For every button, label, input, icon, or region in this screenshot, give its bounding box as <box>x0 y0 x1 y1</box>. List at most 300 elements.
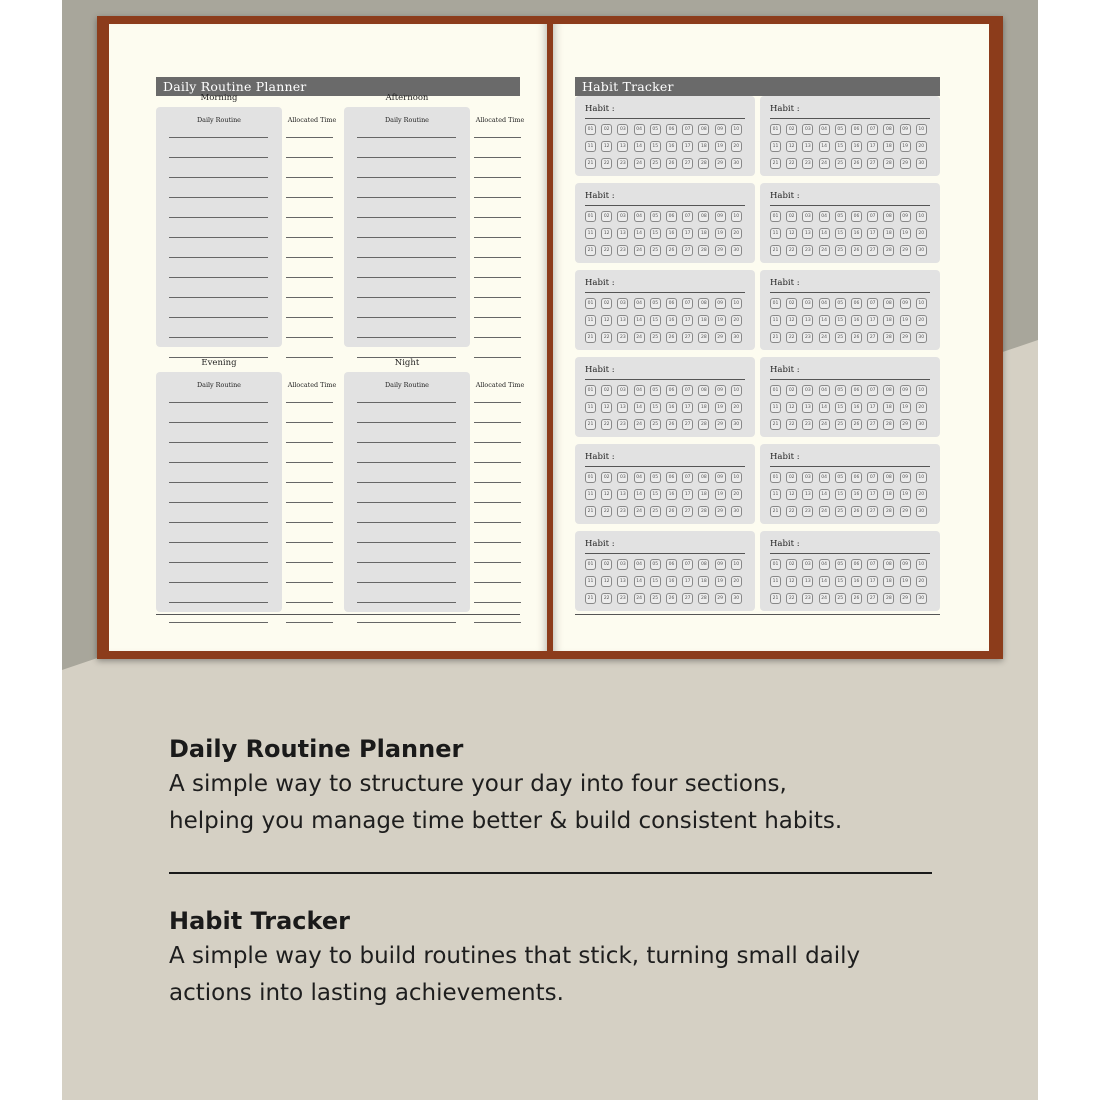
day-checkbox[interactable]: 23 <box>617 419 628 430</box>
day-checkbox[interactable]: 19 <box>900 228 911 239</box>
day-checkbox[interactable]: 10 <box>916 559 927 570</box>
day-checkbox[interactable]: 21 <box>585 419 596 430</box>
routine-line[interactable] <box>357 137 456 138</box>
day-checkbox[interactable]: 20 <box>731 402 742 413</box>
time-line[interactable] <box>474 462 521 463</box>
day-checkbox[interactable]: 12 <box>786 141 797 152</box>
day-checkbox[interactable]: 01 <box>770 385 781 396</box>
day-checkbox[interactable]: 18 <box>883 141 894 152</box>
day-checkbox[interactable]: 11 <box>585 141 596 152</box>
habit-name-line[interactable] <box>585 118 745 119</box>
day-checkbox[interactable]: 24 <box>634 245 645 256</box>
time-line[interactable] <box>474 177 521 178</box>
day-checkbox[interactable]: 05 <box>650 298 661 309</box>
day-checkbox[interactable]: 23 <box>617 158 628 169</box>
day-checkbox[interactable]: 19 <box>715 576 726 587</box>
day-checkbox[interactable]: 08 <box>883 559 894 570</box>
day-checkbox[interactable]: 12 <box>786 228 797 239</box>
day-checkbox[interactable]: 03 <box>617 124 628 135</box>
day-checkbox[interactable]: 16 <box>851 141 862 152</box>
habit-name-line[interactable] <box>770 118 930 119</box>
day-checkbox[interactable]: 02 <box>601 124 612 135</box>
day-checkbox[interactable]: 02 <box>601 385 612 396</box>
day-checkbox[interactable]: 18 <box>883 315 894 326</box>
day-checkbox[interactable]: 09 <box>900 298 911 309</box>
day-checkbox[interactable]: 08 <box>883 298 894 309</box>
time-line[interactable] <box>474 422 521 423</box>
day-checkbox[interactable]: 16 <box>666 402 677 413</box>
day-checkbox[interactable]: 06 <box>851 472 862 483</box>
day-checkbox[interactable]: 05 <box>835 298 846 309</box>
day-checkbox[interactable]: 23 <box>617 506 628 517</box>
day-checkbox[interactable]: 17 <box>682 576 693 587</box>
routine-line[interactable] <box>357 522 456 523</box>
day-checkbox[interactable]: 10 <box>916 385 927 396</box>
day-checkbox[interactable]: 07 <box>867 211 878 222</box>
day-checkbox[interactable]: 21 <box>585 245 596 256</box>
day-checkbox[interactable]: 26 <box>851 332 862 343</box>
day-checkbox[interactable]: 23 <box>802 158 813 169</box>
day-checkbox[interactable]: 13 <box>617 228 628 239</box>
day-checkbox[interactable]: 12 <box>786 315 797 326</box>
day-checkbox[interactable]: 20 <box>916 576 927 587</box>
day-checkbox[interactable]: 30 <box>731 245 742 256</box>
day-checkbox[interactable]: 03 <box>802 124 813 135</box>
day-checkbox[interactable]: 04 <box>634 211 645 222</box>
routine-line[interactable] <box>169 582 268 583</box>
day-checkbox[interactable]: 02 <box>601 298 612 309</box>
day-checkbox[interactable]: 24 <box>634 593 645 604</box>
day-checkbox[interactable]: 03 <box>617 385 628 396</box>
day-checkbox[interactable]: 17 <box>682 141 693 152</box>
day-checkbox[interactable]: 13 <box>617 141 628 152</box>
day-checkbox[interactable]: 01 <box>770 559 781 570</box>
day-checkbox[interactable]: 13 <box>617 576 628 587</box>
day-checkbox[interactable]: 13 <box>617 489 628 500</box>
day-checkbox[interactable]: 29 <box>715 593 726 604</box>
day-checkbox[interactable]: 23 <box>802 593 813 604</box>
routine-line[interactable] <box>357 197 456 198</box>
day-checkbox[interactable]: 06 <box>851 124 862 135</box>
day-checkbox[interactable]: 21 <box>770 506 781 517</box>
day-checkbox[interactable]: 08 <box>883 472 894 483</box>
day-checkbox[interactable]: 27 <box>867 506 878 517</box>
day-checkbox[interactable]: 27 <box>682 332 693 343</box>
routine-line[interactable] <box>169 422 268 423</box>
day-checkbox[interactable]: 10 <box>731 298 742 309</box>
day-checkbox[interactable]: 01 <box>770 211 781 222</box>
routine-line[interactable] <box>357 482 456 483</box>
time-line[interactable] <box>286 402 333 403</box>
day-checkbox[interactable]: 24 <box>819 245 830 256</box>
day-checkbox[interactable]: 16 <box>666 315 677 326</box>
day-checkbox[interactable]: 30 <box>916 419 927 430</box>
day-checkbox[interactable]: 09 <box>715 559 726 570</box>
day-checkbox[interactable]: 14 <box>819 228 830 239</box>
day-checkbox[interactable]: 27 <box>867 158 878 169</box>
time-line[interactable] <box>286 237 333 238</box>
routine-line[interactable] <box>169 602 268 603</box>
day-checkbox[interactable]: 06 <box>666 211 677 222</box>
day-checkbox[interactable]: 20 <box>916 141 927 152</box>
day-checkbox[interactable]: 17 <box>682 489 693 500</box>
day-checkbox[interactable]: 25 <box>650 245 661 256</box>
day-checkbox[interactable]: 22 <box>786 419 797 430</box>
day-checkbox[interactable]: 11 <box>585 489 596 500</box>
day-checkbox[interactable]: 11 <box>585 576 596 587</box>
day-checkbox[interactable]: 14 <box>634 402 645 413</box>
day-checkbox[interactable]: 09 <box>900 124 911 135</box>
time-line[interactable] <box>474 562 521 563</box>
day-checkbox[interactable]: 15 <box>650 489 661 500</box>
time-line[interactable] <box>286 442 333 443</box>
day-checkbox[interactable]: 25 <box>835 506 846 517</box>
day-checkbox[interactable]: 14 <box>634 228 645 239</box>
day-checkbox[interactable]: 01 <box>770 124 781 135</box>
routine-line[interactable] <box>357 277 456 278</box>
day-checkbox[interactable]: 07 <box>682 298 693 309</box>
day-checkbox[interactable]: 20 <box>731 228 742 239</box>
day-checkbox[interactable]: 09 <box>715 298 726 309</box>
day-checkbox[interactable]: 24 <box>819 158 830 169</box>
day-checkbox[interactable]: 02 <box>786 211 797 222</box>
routine-line[interactable] <box>357 582 456 583</box>
habit-name-line[interactable] <box>585 466 745 467</box>
day-checkbox[interactable]: 22 <box>786 158 797 169</box>
day-checkbox[interactable]: 09 <box>715 211 726 222</box>
day-checkbox[interactable]: 19 <box>715 402 726 413</box>
day-checkbox[interactable]: 07 <box>867 385 878 396</box>
routine-line[interactable] <box>169 297 268 298</box>
day-checkbox[interactable]: 19 <box>900 576 911 587</box>
day-checkbox[interactable]: 18 <box>883 489 894 500</box>
day-checkbox[interactable]: 07 <box>682 124 693 135</box>
day-checkbox[interactable]: 09 <box>900 472 911 483</box>
day-checkbox[interactable]: 24 <box>819 419 830 430</box>
day-checkbox[interactable]: 15 <box>650 402 661 413</box>
day-checkbox[interactable]: 10 <box>916 298 927 309</box>
day-checkbox[interactable]: 13 <box>802 576 813 587</box>
day-checkbox[interactable]: 04 <box>819 211 830 222</box>
day-checkbox[interactable]: 24 <box>634 332 645 343</box>
day-checkbox[interactable]: 12 <box>601 576 612 587</box>
time-line[interactable] <box>474 337 521 338</box>
routine-line[interactable] <box>357 157 456 158</box>
day-checkbox[interactable]: 12 <box>601 228 612 239</box>
day-checkbox[interactable]: 28 <box>883 506 894 517</box>
day-checkbox[interactable]: 22 <box>601 419 612 430</box>
day-checkbox[interactable]: 14 <box>634 315 645 326</box>
day-checkbox[interactable]: 11 <box>585 228 596 239</box>
day-checkbox[interactable]: 21 <box>770 419 781 430</box>
day-checkbox[interactable]: 24 <box>634 158 645 169</box>
day-checkbox[interactable]: 05 <box>650 385 661 396</box>
day-checkbox[interactable]: 21 <box>585 332 596 343</box>
routine-line[interactable] <box>169 157 268 158</box>
day-checkbox[interactable]: 29 <box>900 245 911 256</box>
day-checkbox[interactable]: 14 <box>819 576 830 587</box>
time-line[interactable] <box>286 217 333 218</box>
day-checkbox[interactable]: 11 <box>770 489 781 500</box>
day-checkbox[interactable]: 22 <box>786 332 797 343</box>
day-checkbox[interactable]: 03 <box>802 385 813 396</box>
habit-name-line[interactable] <box>585 205 745 206</box>
day-checkbox[interactable]: 10 <box>731 385 742 396</box>
day-checkbox[interactable]: 11 <box>770 315 781 326</box>
day-checkbox[interactable]: 09 <box>715 385 726 396</box>
day-checkbox[interactable]: 26 <box>666 158 677 169</box>
time-line[interactable] <box>286 622 333 623</box>
time-line[interactable] <box>286 157 333 158</box>
time-line[interactable] <box>474 197 521 198</box>
routine-line[interactable] <box>169 522 268 523</box>
day-checkbox[interactable]: 12 <box>786 489 797 500</box>
day-checkbox[interactable]: 20 <box>916 402 927 413</box>
routine-line[interactable] <box>169 482 268 483</box>
day-checkbox[interactable]: 04 <box>634 298 645 309</box>
day-checkbox[interactable]: 02 <box>786 298 797 309</box>
time-line[interactable] <box>474 442 521 443</box>
day-checkbox[interactable]: 04 <box>634 385 645 396</box>
day-checkbox[interactable]: 01 <box>585 124 596 135</box>
day-checkbox[interactable]: 06 <box>666 472 677 483</box>
day-checkbox[interactable]: 22 <box>601 245 612 256</box>
routine-line[interactable] <box>169 442 268 443</box>
routine-line[interactable] <box>357 542 456 543</box>
day-checkbox[interactable]: 21 <box>770 245 781 256</box>
routine-line[interactable] <box>169 277 268 278</box>
day-checkbox[interactable]: 17 <box>867 315 878 326</box>
day-checkbox[interactable]: 21 <box>770 593 781 604</box>
day-checkbox[interactable]: 08 <box>883 211 894 222</box>
time-line[interactable] <box>474 622 521 623</box>
day-checkbox[interactable]: 01 <box>770 472 781 483</box>
routine-line[interactable] <box>169 562 268 563</box>
routine-line[interactable] <box>169 542 268 543</box>
day-checkbox[interactable]: 01 <box>585 298 596 309</box>
day-checkbox[interactable]: 10 <box>731 211 742 222</box>
habit-name-line[interactable] <box>770 379 930 380</box>
day-checkbox[interactable]: 04 <box>819 559 830 570</box>
day-checkbox[interactable]: 19 <box>900 315 911 326</box>
routine-line[interactable] <box>357 337 456 338</box>
day-checkbox[interactable]: 28 <box>883 593 894 604</box>
day-checkbox[interactable]: 12 <box>786 402 797 413</box>
day-checkbox[interactable]: 26 <box>666 593 677 604</box>
day-checkbox[interactable]: 06 <box>851 211 862 222</box>
day-checkbox[interactable]: 20 <box>916 315 927 326</box>
day-checkbox[interactable]: 20 <box>731 489 742 500</box>
day-checkbox[interactable]: 08 <box>698 124 709 135</box>
day-checkbox[interactable]: 08 <box>698 211 709 222</box>
day-checkbox[interactable]: 24 <box>819 332 830 343</box>
day-checkbox[interactable]: 02 <box>786 472 797 483</box>
day-checkbox[interactable]: 28 <box>698 332 709 343</box>
day-checkbox[interactable]: 22 <box>786 245 797 256</box>
day-checkbox[interactable]: 06 <box>666 385 677 396</box>
day-checkbox[interactable]: 18 <box>698 402 709 413</box>
day-checkbox[interactable]: 14 <box>819 489 830 500</box>
day-checkbox[interactable]: 29 <box>715 158 726 169</box>
day-checkbox[interactable]: 30 <box>731 158 742 169</box>
day-checkbox[interactable]: 21 <box>770 332 781 343</box>
day-checkbox[interactable]: 09 <box>715 124 726 135</box>
day-checkbox[interactable]: 02 <box>601 559 612 570</box>
day-checkbox[interactable]: 18 <box>883 402 894 413</box>
habit-name-line[interactable] <box>585 379 745 380</box>
day-checkbox[interactable]: 30 <box>731 332 742 343</box>
day-checkbox[interactable]: 18 <box>698 228 709 239</box>
day-checkbox[interactable]: 15 <box>650 228 661 239</box>
day-checkbox[interactable]: 03 <box>802 298 813 309</box>
day-checkbox[interactable]: 27 <box>867 245 878 256</box>
time-line[interactable] <box>474 237 521 238</box>
habit-name-line[interactable] <box>585 292 745 293</box>
time-line[interactable] <box>474 297 521 298</box>
day-checkbox[interactable]: 03 <box>617 211 628 222</box>
routine-line[interactable] <box>169 622 268 623</box>
day-checkbox[interactable]: 05 <box>835 559 846 570</box>
day-checkbox[interactable]: 14 <box>634 576 645 587</box>
day-checkbox[interactable]: 20 <box>916 489 927 500</box>
day-checkbox[interactable]: 22 <box>601 332 612 343</box>
day-checkbox[interactable]: 25 <box>650 593 661 604</box>
habit-name-line[interactable] <box>585 553 745 554</box>
day-checkbox[interactable]: 20 <box>916 228 927 239</box>
day-checkbox[interactable]: 28 <box>698 506 709 517</box>
day-checkbox[interactable]: 11 <box>770 576 781 587</box>
day-checkbox[interactable]: 26 <box>666 419 677 430</box>
time-line[interactable] <box>474 317 521 318</box>
day-checkbox[interactable]: 10 <box>731 124 742 135</box>
day-checkbox[interactable]: 14 <box>819 141 830 152</box>
day-checkbox[interactable]: 07 <box>867 472 878 483</box>
habit-name-line[interactable] <box>770 553 930 554</box>
day-checkbox[interactable]: 29 <box>900 506 911 517</box>
day-checkbox[interactable]: 25 <box>835 593 846 604</box>
day-checkbox[interactable]: 12 <box>601 402 612 413</box>
day-checkbox[interactable]: 07 <box>682 385 693 396</box>
time-line[interactable] <box>474 217 521 218</box>
time-line[interactable] <box>474 402 521 403</box>
routine-line[interactable] <box>357 442 456 443</box>
day-checkbox[interactable]: 24 <box>634 419 645 430</box>
routine-line[interactable] <box>357 562 456 563</box>
routine-line[interactable] <box>169 217 268 218</box>
day-checkbox[interactable]: 20 <box>731 576 742 587</box>
day-checkbox[interactable]: 11 <box>585 315 596 326</box>
day-checkbox[interactable]: 02 <box>601 472 612 483</box>
day-checkbox[interactable]: 24 <box>634 506 645 517</box>
time-line[interactable] <box>474 482 521 483</box>
time-line[interactable] <box>286 522 333 523</box>
day-checkbox[interactable]: 03 <box>802 559 813 570</box>
day-checkbox[interactable]: 29 <box>900 419 911 430</box>
day-checkbox[interactable]: 13 <box>802 228 813 239</box>
routine-line[interactable] <box>357 177 456 178</box>
day-checkbox[interactable]: 25 <box>835 332 846 343</box>
day-checkbox[interactable]: 05 <box>835 472 846 483</box>
day-checkbox[interactable]: 07 <box>682 559 693 570</box>
day-checkbox[interactable]: 13 <box>802 141 813 152</box>
day-checkbox[interactable]: 03 <box>802 211 813 222</box>
day-checkbox[interactable]: 30 <box>731 419 742 430</box>
day-checkbox[interactable]: 08 <box>698 298 709 309</box>
day-checkbox[interactable]: 18 <box>698 315 709 326</box>
day-checkbox[interactable]: 16 <box>666 576 677 587</box>
day-checkbox[interactable]: 08 <box>883 124 894 135</box>
day-checkbox[interactable]: 27 <box>867 332 878 343</box>
day-checkbox[interactable]: 17 <box>867 489 878 500</box>
day-checkbox[interactable]: 30 <box>916 332 927 343</box>
routine-line[interactable] <box>357 402 456 403</box>
day-checkbox[interactable]: 30 <box>731 506 742 517</box>
day-checkbox[interactable]: 23 <box>617 245 628 256</box>
routine-line[interactable] <box>169 337 268 338</box>
day-checkbox[interactable]: 06 <box>666 298 677 309</box>
day-checkbox[interactable]: 30 <box>916 158 927 169</box>
routine-line[interactable] <box>357 257 456 258</box>
day-checkbox[interactable]: 17 <box>867 576 878 587</box>
day-checkbox[interactable]: 15 <box>835 141 846 152</box>
day-checkbox[interactable]: 16 <box>851 228 862 239</box>
day-checkbox[interactable]: 28 <box>698 419 709 430</box>
day-checkbox[interactable]: 19 <box>900 489 911 500</box>
day-checkbox[interactable]: 21 <box>585 506 596 517</box>
day-checkbox[interactable]: 28 <box>883 419 894 430</box>
day-checkbox[interactable]: 11 <box>770 402 781 413</box>
routine-line[interactable] <box>169 137 268 138</box>
day-checkbox[interactable]: 29 <box>715 245 726 256</box>
day-checkbox[interactable]: 17 <box>682 228 693 239</box>
time-line[interactable] <box>286 137 333 138</box>
day-checkbox[interactable]: 16 <box>851 576 862 587</box>
day-checkbox[interactable]: 19 <box>715 489 726 500</box>
time-line[interactable] <box>474 357 521 358</box>
routine-line[interactable] <box>169 177 268 178</box>
routine-line[interactable] <box>169 402 268 403</box>
day-checkbox[interactable]: 26 <box>666 332 677 343</box>
day-checkbox[interactable]: 10 <box>916 211 927 222</box>
day-checkbox[interactable]: 15 <box>835 489 846 500</box>
day-checkbox[interactable]: 25 <box>835 245 846 256</box>
routine-line[interactable] <box>357 317 456 318</box>
day-checkbox[interactable]: 28 <box>883 158 894 169</box>
day-checkbox[interactable]: 06 <box>666 559 677 570</box>
habit-name-line[interactable] <box>770 466 930 467</box>
day-checkbox[interactable]: 22 <box>601 158 612 169</box>
routine-line[interactable] <box>169 502 268 503</box>
day-checkbox[interactable]: 01 <box>585 211 596 222</box>
time-line[interactable] <box>286 177 333 178</box>
day-checkbox[interactable]: 11 <box>770 228 781 239</box>
day-checkbox[interactable]: 25 <box>650 332 661 343</box>
time-line[interactable] <box>286 462 333 463</box>
day-checkbox[interactable]: 03 <box>617 559 628 570</box>
day-checkbox[interactable]: 09 <box>900 211 911 222</box>
day-checkbox[interactable]: 13 <box>802 489 813 500</box>
day-checkbox[interactable]: 30 <box>916 245 927 256</box>
routine-line[interactable] <box>357 502 456 503</box>
routine-line[interactable] <box>357 297 456 298</box>
day-checkbox[interactable]: 12 <box>601 315 612 326</box>
day-checkbox[interactable]: 19 <box>715 228 726 239</box>
day-checkbox[interactable]: 06 <box>851 385 862 396</box>
day-checkbox[interactable]: 11 <box>770 141 781 152</box>
day-checkbox[interactable]: 12 <box>601 489 612 500</box>
time-line[interactable] <box>286 542 333 543</box>
day-checkbox[interactable]: 27 <box>682 419 693 430</box>
